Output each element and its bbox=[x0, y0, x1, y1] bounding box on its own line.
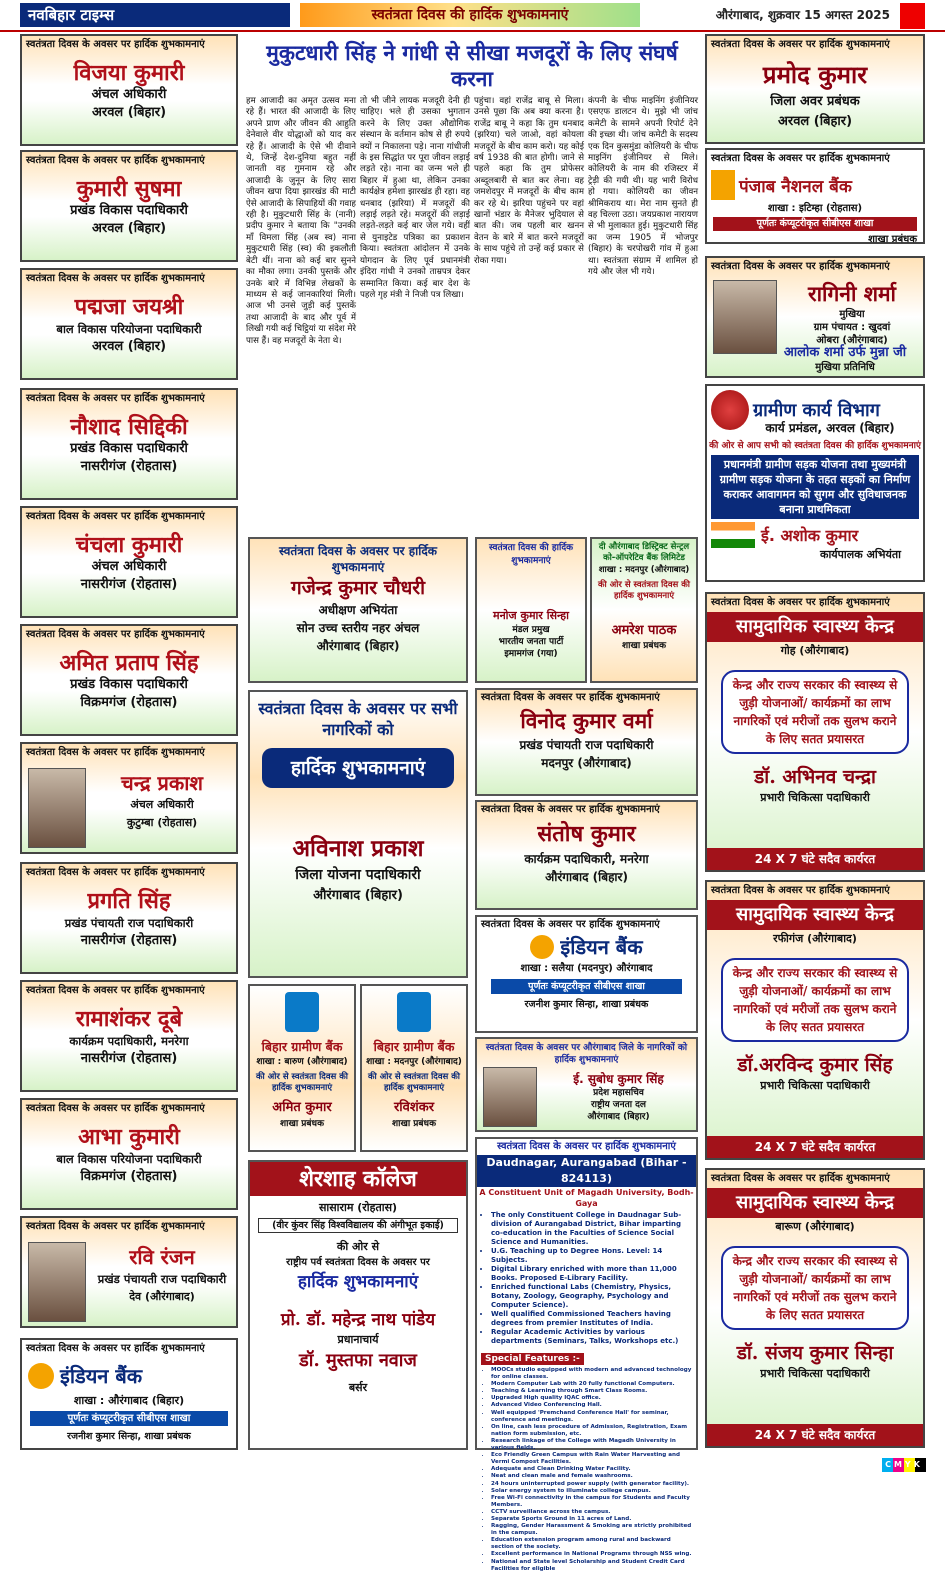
ad-name: विजया कुमारी bbox=[73, 60, 185, 86]
bank-name: पंजाब नैशनल बैंक bbox=[739, 176, 852, 197]
ad-text bbox=[541, 1071, 696, 1123]
college-city: सासाराम (रोहतास) bbox=[318, 1201, 398, 1214]
ad-ragini-sharma bbox=[705, 256, 925, 378]
principal-designation: प्रधानाचार्य bbox=[337, 1333, 379, 1346]
ad-designation: शाखा प्रबंधक bbox=[280, 1119, 324, 1129]
pnb-logo-icon bbox=[711, 170, 735, 200]
greeting-strip: स्वतंत्रता दिवस के अवसर पर हार्दिक शुभकामनाएं bbox=[26, 393, 205, 404]
chc-hours-bar: 24 X 7 घंटे सदैव कार्यरत bbox=[707, 848, 923, 870]
left-ad-4 bbox=[20, 388, 238, 500]
ad-name: संतोष कुमार bbox=[537, 821, 636, 847]
special-feature: • MOOCs studio equipped with modern and advanced technology for online classes. bbox=[491, 1367, 692, 1381]
chc-message: केन्द्र और राज्य सरकार की स्वास्थ्य से जुड़ी योजनाओं/ कार्यक्रमों का लाभ नागरिकों एवं मरीजों तक सुलभ कराने के लिए सतत प्रयासरत bbox=[721, 670, 909, 754]
person-photo bbox=[28, 768, 86, 848]
chc-title: सामुदायिक स्वास्थ्य केन्द्र bbox=[707, 900, 923, 930]
page-footer bbox=[0, 1452, 945, 1478]
college-point: • Well qualified Commissioned Teachers having degrees from premier Institutes of India. bbox=[491, 1310, 692, 1328]
ad-place: औरंगाबाद (बिहार) bbox=[545, 870, 628, 884]
bursar-name: डॉ. मुस्तफा नवाज bbox=[299, 1350, 417, 1371]
special-feature: • Education extension program among rural and backward section of the society. bbox=[491, 1537, 692, 1551]
ad-name: डॉ.अरविन्द कुमार सिंह bbox=[737, 1054, 893, 1076]
ad-chc-2 bbox=[705, 880, 925, 1160]
greeting-strip: स्वतंत्रता दिवस के अवसर पर हार्दिक शुभकामनाएं bbox=[481, 804, 660, 815]
ad-designation: कार्यक्रम पदाधिकारी, मनरेगा bbox=[524, 852, 649, 866]
special-feature: • Ragging, Gender Harassment & Smoking are strictly prohibited in the campus. bbox=[491, 1523, 692, 1537]
ad-designation: कार्यपालक अभियंता bbox=[820, 548, 901, 561]
ad-greeting: की ओर से स्वतंत्रता दिवस की हार्दिक शुभकामनाएं bbox=[256, 1072, 348, 1093]
special-feature: • CCTV surveillance across the campus. bbox=[491, 1509, 692, 1516]
department-office: कार्य प्रमंडल, अरवल (बिहार) bbox=[765, 421, 895, 435]
greeting-strip: स्वतंत्रता दिवस के अवसर पर हार्दिक शुभकामनाएं bbox=[711, 597, 890, 608]
ad-name: गजेन्द्र कुमार चौधरी bbox=[291, 577, 425, 599]
department-title: ग्रामीण कार्य विभाग bbox=[753, 400, 880, 421]
ad-party: भारतीय जनता पार्टी bbox=[498, 637, 564, 647]
ad-place: अरवल (बिहार) bbox=[91, 105, 167, 120]
left-ad-11 bbox=[20, 1216, 238, 1328]
ad-place: नासरीगंज (रोहतास) bbox=[80, 933, 178, 948]
ad-designation: प्रखंड पंचायती राज पदाधिकारी bbox=[519, 738, 654, 752]
special-feature: • Neat and clean male and female washrooms. bbox=[491, 1473, 692, 1480]
ad-place: विक्रमगंज (रोहतास) bbox=[80, 695, 178, 710]
ad-place: अरवल (बिहार) bbox=[91, 339, 167, 354]
bank-branch: शाखा : मदनपुर (औरंगाबाद) bbox=[366, 1057, 462, 1067]
chc-place: गोह (औरंगाबाद) bbox=[780, 644, 850, 657]
representative-name: आलोक शर्मा उर्फ मुन्ना जी bbox=[783, 345, 907, 360]
bihar-emblem-icon bbox=[711, 390, 749, 430]
greeting-strip: स्वतंत्रता दिवस के अवसर पर हार्दिक शुभकामनाएं bbox=[711, 261, 890, 272]
greeting-strip: स्वतंत्रता दिवस के अवसर पर हार्दिक शुभकामनाएं bbox=[26, 511, 205, 522]
principal-name: प्रो. डॉ. महेन्द्र नाथ पांडेय bbox=[280, 1310, 436, 1330]
chc-message: केन्द्र और राज्य सरकार की स्वास्थ्य से जुड़ी योजनाओं/ कार्यक्रमों का लाभ नागरिकों एवं मरीजों तक सुलभ कराने के लिए सतत प्रयासरत bbox=[721, 1246, 909, 1330]
ad-designation: कार्यक्रम पदाधिकारी, मनरेगा bbox=[69, 1034, 189, 1048]
ad-name: चन्द्र प्रकाश bbox=[121, 771, 203, 795]
ad-designation: प्रखंड विकास पदाधिकारी bbox=[70, 203, 188, 218]
ad-name: रविशंकर bbox=[393, 1100, 435, 1115]
ad-name: अमित प्रताप सिंह bbox=[59, 650, 199, 676]
indian-bank-logo-icon bbox=[28, 1363, 54, 1389]
indian-bank-ad-aurangabad bbox=[20, 1338, 238, 1450]
ad-greeting: की ओर से स्वतंत्रता दिवस की हार्दिक शुभकामनाएं bbox=[368, 1072, 460, 1093]
greeting-strip: स्वतंत्रता दिवस के अवसर पर हार्दिक शुभकामनाएं bbox=[26, 867, 205, 878]
bank-branch: शाखा : औरंगाबाद (बिहार) bbox=[73, 1394, 185, 1407]
ad-place: औरंगाबाद (बिहार) bbox=[587, 1112, 650, 1122]
special-feature: • Excellent performance in National Programs through NSS wing. bbox=[491, 1551, 692, 1558]
left-ad-2 bbox=[20, 150, 238, 262]
bank-manager: रजनीश कुमार सिन्हा, शाखा प्रबंधक bbox=[524, 999, 649, 1010]
ad-designation: बाल विकास परियोजना पदाधिकारी bbox=[56, 1152, 202, 1166]
special-feature: • Research linkage of the College with Magadh University in various fields. bbox=[491, 1438, 692, 1452]
ad-chc-3 bbox=[705, 1168, 925, 1448]
ad-bihar-gramin-bank-barun bbox=[248, 984, 356, 1152]
cbs-bar: पूर्णतः कंप्यूटरीकृत सीबीएस शाखा bbox=[491, 979, 682, 994]
ad-designation: मंडल प्रमुख bbox=[512, 625, 550, 635]
greeting-strip: स्वतंत्रता दिवस के अवसर पर हार्दिक शुभकामनाएं bbox=[26, 629, 205, 640]
ad-name: पद्मजा जयश्री bbox=[74, 294, 184, 320]
college-point: • Digital Library enriched with more than 11,000 Books. Proposed E-Library Facility. bbox=[491, 1265, 692, 1283]
ad-name: रागिनी शर्मा bbox=[808, 281, 896, 306]
college-affiliation: A Constituent Unit of Magadh University, Bodh-Gaya bbox=[479, 1188, 694, 1208]
special-feature: • Teaching & Learning through Smart Class Rooms. bbox=[491, 1388, 692, 1395]
greeting-strip: स्वतंत्रता दिवस के अवसर पर हार्दिक शुभकामनाएं bbox=[481, 919, 660, 930]
ad-name: नौशाद सिद्दिकी bbox=[70, 414, 188, 440]
left-ad-3 bbox=[20, 268, 238, 380]
ad-designation: प्रभारी चिकित्सा पदाधिकारी bbox=[760, 1367, 870, 1380]
bank-branch: शाखा : मदनपुर (औरंगाबाद) bbox=[598, 565, 690, 575]
article-column-2: तो भी जीने लायक मजदूरी देनी ही चाहिए। भले ही उसका भुगतान करने के लिए उक्त औद्योगिक संस्थान के वर्तमान कोष से ही रुपये क्यों न निकालना पड़े। नाना गांधीजी के इस सिद्धांत पर पूरा जीवन लड़ाई लड़ते रहे। नाना का जन्म भले ही बिहार में हुआ था, लेकिन उनका कार्यक्षेत्र हमेशा झारखंड ही रहा। वह धनबाद (झरिया) में मजदूरों की लड़ाई लड़ते रहे। मजदूरों की लड़ाई लड़ते-लड़ते कई बार जेल गये। वहीं से युनाइटेड पत्रिका का प्रकाशन किया। स्वतंत्रता आंदोलन में उनके योगदान के लिए पूर्व प्रधानमंत्री इंदिरा गांधी ने उनको ताम्रपत्र देकर सम्मानित किया। कई बार देश के पहले गृह मंत्री ने निजी पत्र लिखा। bbox=[360, 96, 470, 300]
ad-place: इमामगंज (गया) bbox=[504, 649, 558, 659]
bank-branch: शाखा : बारुण (औरंगाबाद) bbox=[256, 1057, 348, 1067]
bursar-designation: बर्सर bbox=[348, 1381, 368, 1394]
college-line: राष्ट्रीय पर्व स्वतंत्रता दिवस के अवसर पर bbox=[286, 1257, 430, 1268]
ad-name: डॉ. संजय कुमार सिन्हा bbox=[736, 1342, 894, 1364]
college-wish: हार्दिक शुभकामनाएं bbox=[297, 1272, 419, 1292]
edition-date: औरंगाबाद, शुक्रवार 15 अगस्त 2025 bbox=[715, 8, 890, 22]
ad-greeting: स्वतंत्रता दिवस की हार्दिक शुभकामनाएं bbox=[488, 543, 574, 566]
special-feature: • Eco Friendly Green Campus with Rain Water Harvesting and Vermi Compost Facilities. bbox=[491, 1452, 692, 1466]
bank-title: दी औरंगाबाद डिस्ट्रिक्ट सेन्ट्रल को-ऑपरेटिव बैंक लिमिटेड bbox=[598, 542, 690, 563]
special-feature: • National and State level Scholarship and Student Credit Card Facilities for eligible bbox=[491, 1559, 692, 1573]
greeting-strip: स्वतंत्रता दिवस के अवसर पर हार्दिक शुभकामनाएं bbox=[711, 1173, 890, 1184]
special-feature: • Adequate and Clean Drinking Water Facility. bbox=[491, 1466, 692, 1473]
bank-branch: शाखा : इटिम्हा (रोहतास) bbox=[767, 203, 863, 214]
special-features-title: Special Features :- bbox=[481, 1353, 584, 1365]
cbs-bar: पूर्णतः कंप्यूटरीकृत सीबीएस शाखा bbox=[713, 217, 917, 231]
special-feature: • Advanced Video Conferencing Hall. bbox=[491, 1402, 692, 1409]
bank-name: इंडियन बैंक bbox=[60, 1364, 143, 1388]
ad-designation: शाखा प्रबंधक bbox=[392, 1119, 436, 1129]
chc-message: केन्द्र और राज्य सरकार की स्वास्थ्य से जुड़ी योजनाओं/ कार्यक्रमों का लाभ नागरिकों एवं मरीजों तक सुलभ कराने के लिए सतत प्रयासरत bbox=[721, 958, 909, 1042]
greeting-strip: स्वतंत्रता दिवस के अवसर पर हार्दिक शुभकामनाएं bbox=[26, 985, 205, 996]
ad-greeting: की ओर से आप सभी को स्वतंत्रता दिवस की हार्दिक शुभकामनाएं bbox=[709, 441, 921, 451]
greeting-strip: स्वतंत्रता दिवस के अवसर पर हार्दिक शुभकामनाएं bbox=[26, 39, 205, 50]
greeting-strip: स्वतंत्रता दिवस के अवसर पर हार्दिक शुभकामनाएं bbox=[26, 273, 205, 284]
ad-punjab-national-bank bbox=[705, 148, 925, 244]
ad-place: देव (औरंगाबाद) bbox=[129, 1290, 195, 1303]
ad-office: सोन उच्च स्तरीय नहर अंचल bbox=[296, 621, 420, 635]
ad-designation: अधीक्षण अभियंता bbox=[318, 603, 398, 617]
article-column-4: कंपनी के चीफ माइनिंग इंजीनियर एसएफ डालटन थे। मुझे भी जांच कमेटी के सामने अपनी रिपोर्ट देने की इच्छा थी। जांच कमेटी के सदस्य एक दिन कुसमुंडा कोलियरी के चीफ माइनिंग इंजीनियर से मिले। कोलियरी के नाम की रजिस्टर में ट्रेड़ी की गयी थी। यह भारी विरोध हो गया। कोलियरी का जीवन श्रीमिकराय था। मेरा नाम सुनते ही वह चिल्ला उठा। जयप्रकाश नारायण से भी मुलाकात हुई। मुकुटधारी सिंह का जन्म 1905 में भोजपुर (बिहार) के चरपोखरी गांव में हुआ था। स्वतंत्रता संग्राम में शामिल हो गये और जेल भी गये। bbox=[588, 96, 698, 278]
person-photo bbox=[483, 1067, 537, 1127]
ad-name: रवि रंजन bbox=[129, 1245, 195, 1269]
greeting-strip: स्वतंत्रता दिवस के अवसर पर हार्दिक शुभकामनाएं bbox=[26, 1343, 205, 1354]
ad-greeting: स्वतंत्रता दिवस के अवसर पर हार्दिक शुभकामनाएं bbox=[497, 1141, 676, 1152]
cbs-bar: पूर्णतः कंप्यूटरीकृत सीबीएस शाखा bbox=[30, 1411, 228, 1426]
ad-name: ई. सुबोध कुमार सिंह bbox=[573, 1072, 664, 1086]
ad-name: प्रगति सिंह bbox=[87, 888, 171, 914]
ad-panchayat: ग्राम पंचायत : खुदवां bbox=[813, 322, 891, 333]
bank-manager: शाखा प्रबंधक bbox=[868, 234, 917, 245]
left-ad-9 bbox=[20, 980, 238, 1092]
ad-greeting: स्वतंत्रता दिवस के अवसर पर औरंगाबाद जिले के नागरिकों को हार्दिक शुभकामनाएं bbox=[485, 1043, 688, 1065]
chc-hours-bar: 24 X 7 घंटे सदैव कार्यरत bbox=[707, 1136, 923, 1158]
bank-name: इंडियन बैंक bbox=[560, 935, 643, 959]
ad-name: अमित कुमार bbox=[272, 1100, 332, 1115]
ad-designation: बाल विकास परियोजना पदाधिकारी bbox=[56, 322, 202, 336]
greeting-strip: स्वतंत्रता दिवस के अवसर पर हार्दिक शुभकामनाएं bbox=[26, 747, 205, 758]
article-column-1: हम आजादी का अमृत उत्सव मना रहे हैं। भारत की आजादी के लिए अपने प्राण और जीवन की आहुति देनेवाले वीर योद्धाओं को याद कर रहे हैं। आजादी के ऐसे भी दीवाने थे, जिन्हें देश-दुनिया बहुत नहीं जानती वह गुमनाम रहे और आजादी के जुनून के लिए सारा जीवन खपा दिया झारखंड की माटी ऐसे आजादी के सिपाहियों की गवाह रही है। मुकुटधारी सिंह के (नानी) प्रदीप कुमार ने बताया कि "उनकी माँ विमला सिंह (अब स्व) नाना मुकुटधारी सिंह (स्व) की इकलौती बेटी थीं। नाना को कई बार सुनने का मौका लगा। उनकी पुस्तकें और उनके बारे में विभिन्न लेखकों के माध्यम से कई जानकारियां मिली। आज भी उनसे जुड़ी कई पुस्तकें तथा आजादी के बाद और पूर्व में लिखी गयी कई चिट्ठियां या संदेश मेरे पास हैं। वह मजदूरों के नेता थे। bbox=[246, 96, 356, 346]
flag-icon bbox=[711, 522, 755, 548]
article-headline: मुकुटधारी सिंह ने गांधी से सीखा मजदूरों के लिए संघर्ष करना bbox=[246, 40, 698, 92]
special-feature: • Modern Computer Lab with 20 fully functional Computers. bbox=[491, 1381, 692, 1388]
bank-manager: रजनीश कुमार सिन्हा, शाखा प्रबंधक bbox=[67, 1431, 191, 1442]
ad-greeting: की ओर से स्वतंत्रता दिवस की हार्दिक शुभकामनाएं bbox=[598, 580, 690, 601]
ad-designation: जिला अवर प्रबंधक bbox=[770, 94, 860, 109]
ad-place: कुटुम्बा (रोहतास) bbox=[126, 816, 198, 829]
ad-name: प्रमोद कुमार bbox=[762, 60, 868, 89]
ad-designation: प्रभारी चिकित्सा पदाधिकारी bbox=[760, 791, 870, 804]
lead-article bbox=[246, 40, 698, 530]
ad-manoj-kumar-sinha bbox=[475, 537, 587, 683]
indian-bank-logo-icon bbox=[530, 935, 554, 959]
ad-place: नासरीगंज (रोहतास) bbox=[80, 1051, 178, 1066]
left-ad-5 bbox=[20, 506, 238, 618]
ad-pramod-kumar bbox=[705, 34, 925, 144]
left-ad-7 bbox=[20, 742, 238, 854]
ad-designation: अंचल अधिकारी bbox=[91, 559, 167, 574]
chc-place: बारूण (औरंगाबाद) bbox=[775, 1220, 855, 1233]
college-points bbox=[477, 1211, 696, 1346]
ad-place: औरंगाबाद (बिहार) bbox=[316, 639, 400, 653]
ad-chc-1 bbox=[705, 592, 925, 872]
greeting-strip: स्वतंत्रता दिवस के अवसर पर हार्दिक शुभकामनाएं bbox=[26, 155, 205, 166]
masthead bbox=[0, 0, 945, 32]
greeting-strip: स्वतंत्रता दिवस के अवसर पर हार्दिक शुभकामनाएं bbox=[26, 1221, 205, 1232]
ad-bihar-gramin-bank-madanpur bbox=[360, 984, 468, 1152]
ad-designation: प्रखंड विकास पदाधिकारी bbox=[70, 677, 188, 692]
ad-shershah-college bbox=[248, 1160, 468, 1450]
chc-hours-bar: 24 X 7 घंटे सदैव कार्यरत bbox=[707, 1424, 923, 1446]
special-feature: • Solar energy system to illuminate college campus. bbox=[491, 1488, 692, 1495]
college-address: Daudnagar, Aurangabad (Bihar - 824113) bbox=[477, 1155, 696, 1187]
college-university: (वीर कुंवर सिंह विश्वविद्यालय की अंगीभूत इकाई) bbox=[258, 1218, 458, 1233]
ad-greeting: स्वतंत्रता दिवस के अवसर पर हार्दिक शुभकामनाएं bbox=[279, 544, 437, 574]
greeting-box: हार्दिक शुभकामनाएं bbox=[262, 748, 454, 788]
ad-place: ओबरा (औरंगाबाद) bbox=[816, 335, 888, 346]
college-name: शेरशाह कॉलेज bbox=[250, 1162, 466, 1196]
newspaper-logo: नवबिहार टाइम्स bbox=[20, 3, 290, 27]
ad-daudnagar-college bbox=[475, 1137, 698, 1572]
ad-name: डॉ. अभिनव चन्द्रा bbox=[754, 766, 876, 788]
ad-vinod-kumar-verma bbox=[475, 688, 698, 796]
greeting-strip: स्वतंत्रता दिवस के अवसर पर हार्दिक शुभकामनाएं bbox=[481, 692, 660, 703]
chc-title: सामुदायिक स्वास्थ्य केन्द्र bbox=[707, 1188, 923, 1218]
ad-avinash-prakash bbox=[248, 690, 468, 978]
ad-gramin-karya-vibhag bbox=[705, 384, 925, 582]
greeting-strip: स्वतंत्रता दिवस के अवसर पर हार्दिक शुभकामनाएं bbox=[26, 1103, 205, 1114]
ad-name: आभा कुमारी bbox=[78, 1124, 180, 1150]
special-feature: • Well equipped 'Premchand Conference Hall' for seminar, conference and meetings. bbox=[491, 1410, 692, 1424]
ad-name: विनोद कुमार वर्मा bbox=[520, 708, 653, 733]
college-point: • U.G. Teaching up to Degree Hons. Level: 14 Subjects. bbox=[491, 1247, 692, 1265]
ad-party: राष्ट्रीय जनता दल bbox=[590, 1100, 647, 1110]
ad-place: अरवल (बिहार) bbox=[777, 114, 853, 129]
ad-place: मदनपुर (औरंगाबाद) bbox=[541, 756, 632, 770]
ad-name: चंचला कुमारी bbox=[75, 532, 183, 558]
special-feature: • 24 hours uninterrupted power supply (with generator facility). bbox=[491, 1481, 692, 1488]
ad-greeting: स्वतंत्रता दिवस के अवसर पर सभी नागरिकों को bbox=[258, 699, 458, 739]
special-feature: • Free Wi-Fi connectivity in the campus for Students and Faculty Members. bbox=[491, 1495, 692, 1509]
bank-name: बिहार ग्रामीण बैंक bbox=[261, 1039, 343, 1054]
bank-logo-icon bbox=[397, 992, 431, 1032]
left-ad-8 bbox=[20, 862, 238, 974]
bank-logo-icon bbox=[285, 992, 319, 1032]
person-photo bbox=[28, 1242, 86, 1322]
ad-text bbox=[88, 1238, 236, 1306]
college-point: • The only Constituent College in Daudnagar Sub-division of Aurangabad District, Bihar imparting co-education in the Faculties of Science Social Science and Humanities. bbox=[491, 1211, 692, 1247]
ad-name: कुमारी सुषमा bbox=[76, 176, 182, 202]
ad-place: अरवल (बिहार) bbox=[91, 221, 167, 236]
ad-subodh-kumar-singh bbox=[475, 1037, 698, 1132]
ad-indian-bank-salaiya bbox=[475, 915, 698, 1033]
ad-text bbox=[88, 764, 236, 832]
college-point: • Regular Academic Activities by various departments (Seminars, Talks, Workshops etc.) bbox=[491, 1328, 692, 1346]
chc-title: सामुदायिक स्वास्थ्य केन्द्र bbox=[707, 612, 923, 642]
ad-place: नासरीगंज (रोहतास) bbox=[80, 577, 178, 592]
ad-designation: प्रखंड पंचायती राज पदाधिकारी bbox=[97, 1272, 227, 1286]
ad-designation: अंचल अधिकारी bbox=[91, 87, 167, 102]
person-photo bbox=[713, 280, 777, 354]
bank-name: बिहार ग्रामीण बैंक bbox=[373, 1039, 455, 1054]
ad-designation: मुखिया bbox=[839, 309, 865, 320]
article-column-3: पहुंचा। वहां राजेंद्र बाबू से मिला। उनसे पूछा कि अब क्या करना है। राजेंद्र बाबू ने कहा कि तुम धनबाद (झरिया) चले जाओ, वहां कोयला मजदूरों के बीच काम करो। यह कोई वर्ष 1938 की बात होगी। जाने से पहले कहा कि तुम प्रोफेसर अब्दुलबारी से बात कर लेना। वह जमशेदपुर में मजदूरों के बीच काम कर रहे थे। झरिया पहुंचने पर वहां खानों भंडार के मैनेजर भुदियाल से बात की। जब पहली बार खनन वेतन के बारे में बात करने मजदूरों के साथ पहुंचे तो उन्हें कई प्रकार से रोका गया। bbox=[474, 96, 584, 266]
greeting-strip: स्वतंत्रता दिवस के अवसर पर हार्दिक शुभकामनाएं bbox=[711, 885, 890, 896]
ad-place: विक्रमगंज (रोहतास) bbox=[80, 1169, 178, 1184]
ad-name: अमरेश पाठक bbox=[611, 623, 677, 638]
left-ad-1 bbox=[20, 34, 238, 146]
ad-place: नासरीगंज (रोहतास) bbox=[80, 459, 178, 474]
ad-designation: अंचल अधिकारी bbox=[130, 798, 194, 811]
ad-designation: प्रदेश महासचिव bbox=[593, 1088, 644, 1098]
college-by: की ओर से bbox=[336, 1240, 380, 1253]
ad-name: अविनाश प्रकाश bbox=[292, 835, 424, 862]
ad-designation: जिला योजना पदाधिकारी bbox=[295, 867, 421, 883]
greeting-strip: स्वतंत्रता दिवस के अवसर पर हार्दिक शुभकामनाएं bbox=[711, 39, 890, 50]
ad-name: रामाशंकर दूबे bbox=[75, 1006, 183, 1032]
ad-designation: शाखा प्रबंधक bbox=[622, 641, 666, 651]
special-feature: • Separate Sports Ground in 11 acres of Land. bbox=[491, 1516, 692, 1523]
ad-santosh-kumar bbox=[475, 800, 698, 910]
ad-cooperative-bank bbox=[590, 537, 698, 683]
left-ad-6 bbox=[20, 624, 238, 736]
ad-designation: प्रखंड पंचायती राज पदाधिकारी bbox=[64, 916, 194, 930]
ad-designation: प्रभारी चिकित्सा पदाधिकारी bbox=[760, 1079, 870, 1092]
header-banner: स्वतंत्रता दिवस की हार्दिक शुभकामनाएं bbox=[300, 3, 640, 27]
left-ad-10 bbox=[20, 1098, 238, 1210]
ad-name: ई. अशोक कुमार bbox=[761, 526, 859, 545]
ad-name: मनोज कुमार सिन्हा bbox=[493, 609, 569, 622]
cmyk-label: CMYK bbox=[885, 1460, 923, 1469]
red-corner-block bbox=[900, 3, 925, 29]
ad-place: औरंगाबाद (बिहार) bbox=[313, 888, 403, 903]
greeting-strip: स्वतंत्रता दिवस के अवसर पर हार्दिक शुभकामनाएं bbox=[711, 153, 890, 164]
special-feature: • Upgraded High quality IQAC office. bbox=[491, 1395, 692, 1402]
chc-place: रफीगंज (औरंगाबाद) bbox=[773, 932, 857, 945]
college-point: • Enriched functional Labs (Chemistry, Physics, Botany, Zoology, Geography, Psychology and Computer Science). bbox=[491, 1283, 692, 1310]
representative-designation: मुखिया प्रतिनिधि bbox=[815, 362, 875, 373]
ad-gajendra-kumar-chaudhary bbox=[248, 537, 468, 683]
bank-branch: शाखा : सलैया (मदनपुर) औरंगाबाद bbox=[520, 963, 653, 974]
ad-designation: प्रखंड विकास पदाधिकारी bbox=[70, 441, 188, 456]
ad-text bbox=[781, 280, 923, 347]
ad-message: प्रधानमंत्री ग्रामीण सड़क योजना तथा मुख्यमंत्री ग्रामीण सड़क योजना के तहत सड़कों का निर्माण कराकर आवागमन को सुगम और सुविधाजनक बनाना प्राथमिकता bbox=[711, 455, 919, 519]
special-feature: • On line, cash less procedure of Admission, Registration, Exam nation form submission, etc. bbox=[491, 1424, 692, 1438]
